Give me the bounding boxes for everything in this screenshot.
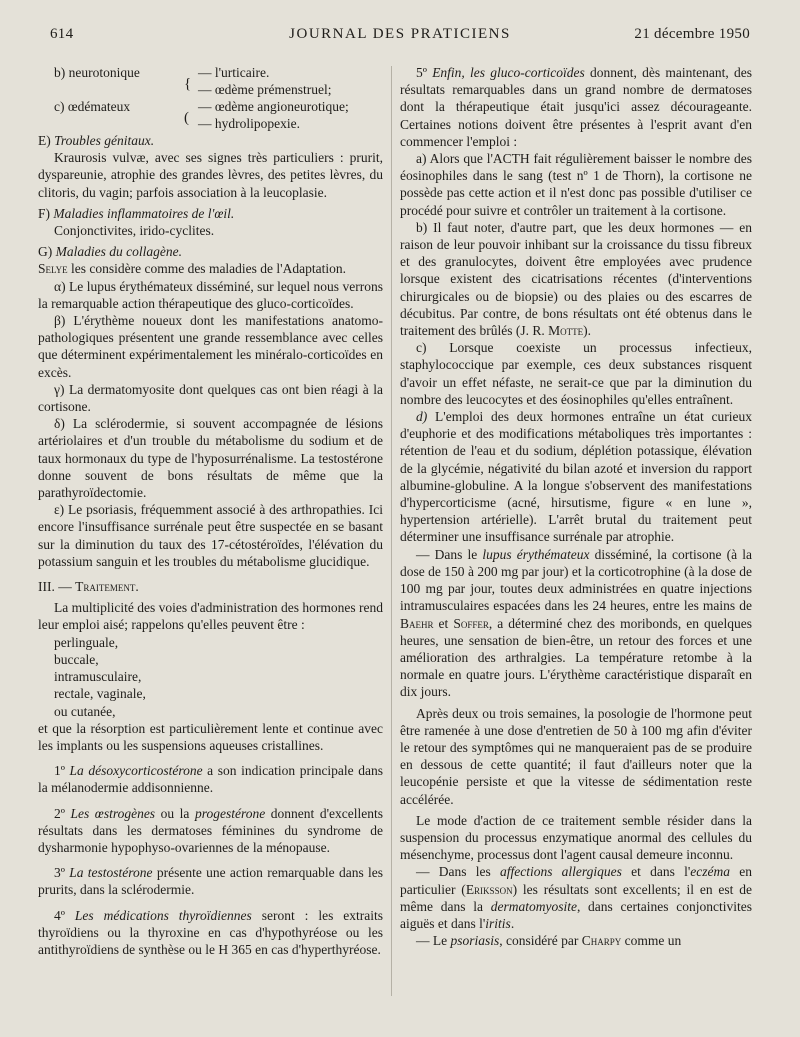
caution-b: b) Il faut noter, d'autre part, que les deux hormones — en raison de leur pouvoir inhibant sur la croissance du tissu fibreux et des granulocytes, doivent être employées avec prudence lorsque existent des cicatrisations récentes (d'interventions chirurgicales ou de biopsie) ou des plaies ou des escarres de décubitus. Par contre, de bons résultats ont été obtenus dans le traitement des brûlés (J. R. Motte). <box>400 219 752 339</box>
syndrome-item: — hydrolipopexie. <box>198 116 300 131</box>
journal-title: JOURNAL DES PRATICIENS <box>289 26 511 42</box>
author-name: Eriksson <box>465 881 513 897</box>
collagen-item: δ) La sclérodermie, si souvent accompagnée de lésions artériolaires et d'un trouble du métabolisme du sodium et de taux hormonaux du type de l'hyposurrénalisme. La testostérone donne souvent de bons résultats de même que la parathyroïdectomie. <box>38 416 383 501</box>
running-header <box>50 26 750 46</box>
treatment-after-routes: et que la résorption est particulièrement lente et continue avec les implants ou les suspensions aqueuses cristallines. <box>38 720 383 753</box>
section-g-heading: G) Maladies du collagène. <box>38 244 182 260</box>
lupus-paragraph: — Dans le lupus érythémateux disséminé, la cortisone (à la dose de 150 à 200 mg par jour) et la corticotrophine (à la dose de 100 mg par jour, toutes deux administrées en quatre injections intramusculaires espacées dans les 24 heures, entre les mains de Baehr et Soffer, a déterminé chez des moribonds, en quelques heures, une sensation de bien-être, un retour des forces et une amélioration des arthralgies. La température retombe à la normale en quatre jours. L'érythème caractéristique disparaît en dix jours. <box>400 546 752 700</box>
author-name: Selye <box>38 261 68 277</box>
treatment-point-3: 3º La testostérone présente une action remarquable dans les prurits, dans la sclérodermie. <box>38 865 384 898</box>
syndrome-list <box>38 64 383 132</box>
section-e-text: Kraurosis vulvæ, avec ses signes très particuliers : prurit, dyspareunie, atrophie des grandes lèvres, des petites lèvres, du clitoris, du vagin; parfois association à la leucoplasie. <box>38 150 383 200</box>
treatment-point-2: 2º Les œstrogènes ou la progestérone donnent d'excellents résultats dans les dermatoses féminines du syndrome de dysharmonie hypophyso-ovariennes de la ménopause. <box>38 805 383 855</box>
maintenance-paragraph: Après deux ou trois semaines, la posologie de l'hormone peut être ramenée à une dose d'entretien de 50 à 100 mg afin d'éviter le retour des symptômes qui ne manqueraient pas de se produire en dessous de cette quantité; il faut d'ailleurs noter que la leucopénie persiste et que la vitesse de sédimentation reste accélérée. <box>400 705 752 807</box>
author-name: Motte <box>548 323 584 339</box>
psoriasis-paragraph: — Le psoriasis, considéré par Charpy comme un <box>416 933 682 949</box>
issue-date: 21 décembre 1950 <box>634 26 750 42</box>
syndrome-item: — l'urticaire. <box>198 65 270 80</box>
route-item: buccale, <box>54 651 99 667</box>
section-iii-heading: III. — Traitement. <box>38 579 139 595</box>
author-name: Soffer <box>453 615 489 631</box>
brace-top: { <box>184 76 192 92</box>
section-e-heading: E) Troubles génitaux. <box>38 133 155 148</box>
collagen-item: β) L'érythème noueux dont les manifestations anatomo-pathologiques présentent une grande ressemblance avec celles que déterminent expérimentalement les minéralo-corticoïdes en excès. <box>38 313 383 380</box>
section-f-heading: F) Maladies inflammatoires de l'œil. <box>38 205 235 221</box>
allergy-paragraph: — Dans les affections allergiques et dans l'eczéma en particulier (Eriksson) les résultats sont excellents; il en est de même dans la dermatomyosite, dans certaines conjonctivites aiguës et dans l'iritis. <box>400 864 753 931</box>
mode-paragraph: Le mode d'action de ce traitement semble résider dans la suspension du processus enzymatique anormal des cellules du mésenchyme, processus dont l'agent causal demeure inconnu. <box>400 812 752 863</box>
route-item: perlinguale, <box>54 634 119 650</box>
caution-c: c) Lorsque coexiste un processus infectieux, staphylococcique par exemple, ces deux substances risquent d'avoir un effet néfaste, ne serait-ce que par la diminution du nombre des leucocytes et des éosinophiles qu'elles entraînent. <box>400 340 752 407</box>
brace-bottom: ( <box>184 110 189 126</box>
author-name: Charpy <box>581 933 622 949</box>
route-item: ou cutanée, <box>54 703 116 719</box>
section-g-intro: Selye les considère comme des maladies de l'Adaptation. <box>38 261 346 277</box>
section-f-text: Conjonctivites, irido-cyclites. <box>54 223 215 239</box>
treatment-intro: La multiplicité des voies d'administration des hormones rend leur emploi aisé; rappelons qu'elles peuvent être : <box>38 600 383 633</box>
route-item: intramusculaire, <box>54 669 142 685</box>
syndrome-item: — œdème prémenstruel; <box>198 82 332 97</box>
caution-d: d) L'emploi des deux hormones entraîne un état curieux d'euphorie et des modifications métaboliques très importantes : rétention de l'eau et du sodium, déplétion potassique, élévation de la glycémie, négativité du bilan azoté et inversion du rapport albumine-globuline. A la longue s'observent des manifestations d'hypercorticisme (acné, hirsutisme, figure « en lune », hypertension artérielle). L'arrêt brutal du traitement peut déterminer une insuffisance surrénale par atrophie. <box>400 409 752 545</box>
column-divider <box>391 66 392 996</box>
treatment-point-4: 4º Les médications thyroïdiennes seront : les extraits thyroïdiens ou la thyroxine en cas d'hypothyréose ou les antithyroïdiens de synthèse ou le H 365 en cas d'hyperthyréose. <box>38 907 384 957</box>
caution-a: a) Alors que l'ACTH fait régulièrement baisser le nombre des éosinophiles dans le sang (test nº 1 de Thorn), la cortisone ne possède pas cette action et il n'est donc pas possible d'utiliser ce procédé pour suivre et contrôler un traitement à la cortisone. <box>400 151 752 218</box>
syndrome-b-label: b) neurotonique <box>54 65 140 80</box>
collagen-item: α) Le lupus érythémateux disséminé, sur lequel nous verrons la remarquable action thérapeutique des gluco-corticoïdes. <box>38 278 383 311</box>
left-column <box>38 64 383 958</box>
right-column <box>400 64 752 949</box>
collagen-item: ε) Le psoriasis, fréquemment associé à des arthropathies. Ici encore l'insuffisance surrénale peut être suspectée en se basant sur la diminution du taux des 17-cétostéroïdes, l'élévation du potassium sanguin et les troubles du métabolisme glucidique. <box>38 502 383 569</box>
page-number: 614 <box>50 26 74 42</box>
syndrome-item: — œdème angioneurotique; <box>198 99 349 114</box>
treatment-point-5: 5º Enfin, les gluco-corticoïdes donnent, dès maintenant, des résultats remarquables dans un grand nombre de dermatoses dont la thérapeutique était jusqu'ici assez décourageante. Certaines notions doivent être présentes à l'esprit avant d'en commencer l'emploi : <box>400 65 752 149</box>
author-name: Baehr <box>400 615 434 631</box>
syndrome-c-label: c) œdémateux <box>54 99 131 114</box>
treatment-point-1: 1º La désoxycorticostérone a son indication principale dans la mélanodermie addisonnienne. <box>38 763 384 796</box>
route-item: rectale, vaginale, <box>54 686 146 702</box>
collagen-item: γ) La dermatomyosite dont quelques cas ont bien réagi à la cortisone. <box>38 381 383 415</box>
